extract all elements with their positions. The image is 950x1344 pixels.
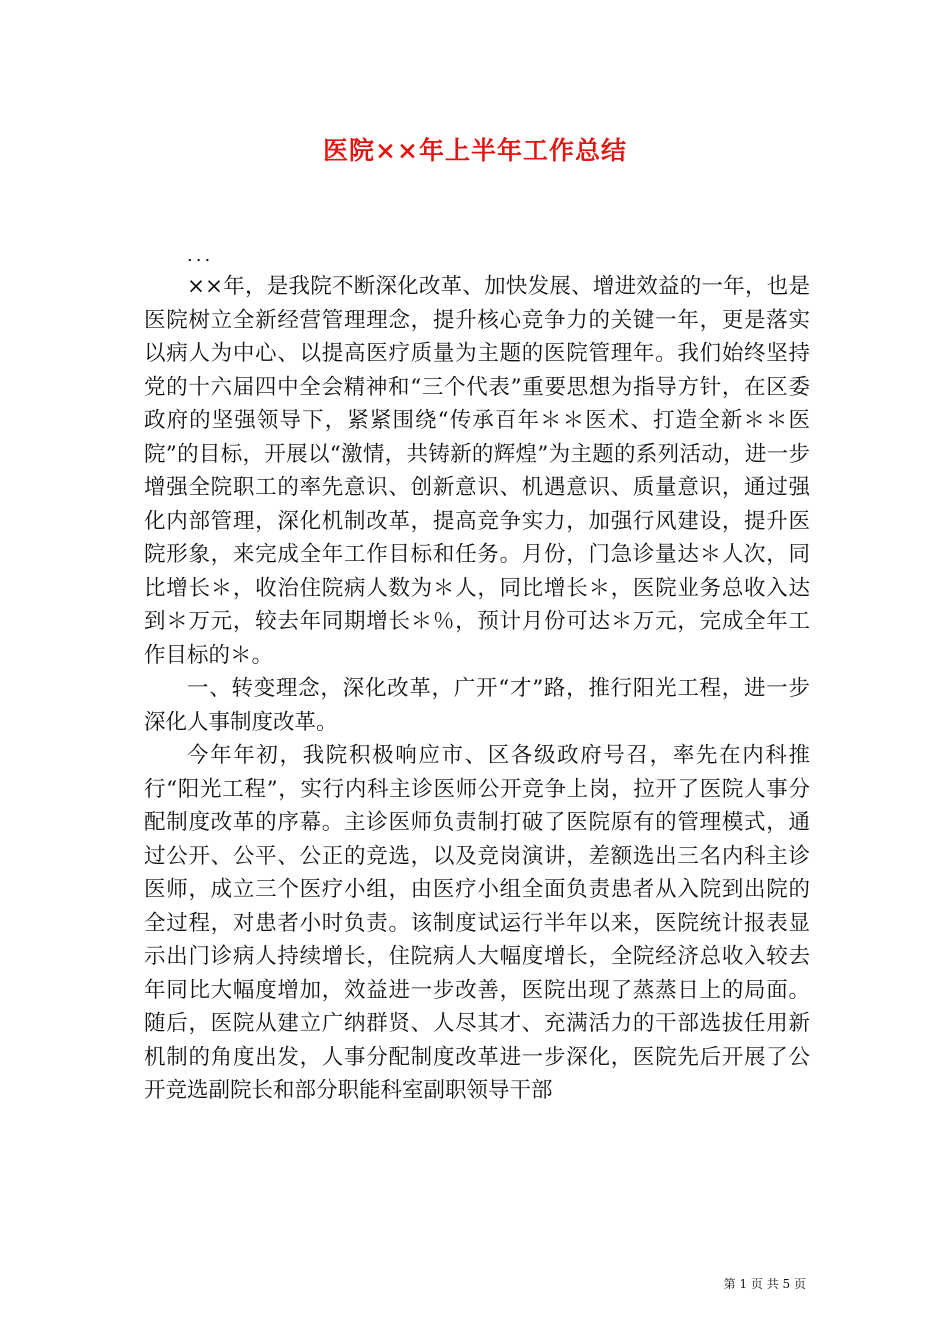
paragraph-reform: 今年年初，我院积极响应市、区各级政府号召，率先在内科推行“阳光工程”，实行内科主诊医师公开竞争上岗，拉开了医院人事分配制度改革的序幕。主诊医师负责制打破了医院原有的管理模式，通过公开、公平、公正的竞选，以及竞岗演讲，差额选出三名内科主诊医师，成立三个医疗小组，由医疗小组全面负责患者从入院到出院的全过程，对患者小时负责。该制度试运行半年以来，医院统计报表显示出门诊病人持续增长，住院病人大幅度增长，全院经济总收入较去年同比大幅度增加，效益进一步改善，医院出现了蒸蒸日上的局面。随后，医院从建立广纳群贤、人尽其才、充满活力的干部选拔任用新机制的角度出发，人事分配制度改革进一步深化，医院先后开展了公开竞选副院长和部分职能科室副职领导干部 — [144, 743, 810, 1103]
page-number: 第 1 页 共 5 页 — [723, 1277, 806, 1291]
document-body — [144, 270, 810, 1108]
document-title: 医院××年上半年工作总结 — [323, 136, 627, 165]
ellipsis-marker: ... — [187, 245, 214, 266]
paragraph-intro: ××年，是我院不断深化改革、加快发展、增进效益的一年，也是医院树立全新经营管理理念，提升核心竞争力的关键一年，更是落实以病人为中心、以提高医疗质量为主题的医院管理年。我们始终坚持党的十六届四中全会精神和“三个代表”重要思想为指导方针，在区委政府的坚强领导下，紧紧围绕“传承百年＊＊医术、打造全新＊＊医院”的目标，开展以“激情，共铸新的辉煌”为主题的系列活动，进一步增强全院职工的率先意识、创新意识、机遇意识、质量意识，通过强化内部管理，深化机制改革，提高竞争实力，加强行风建设，提升医院形象，来完成全年工作目标和任务。月份，门急诊量达＊人次，同比增长＊，收治住院病人数为＊人，同比增长＊，医院业务总收入达到＊万元，较去年同期增长＊％，预计月份可达＊万元，完成全年工作目标的＊。 — [144, 274, 810, 668]
paragraph-section-heading: 一、转变理念，深化改革，广开“才”路，推行阳光工程，进一步深化人事制度改革。 — [144, 676, 810, 735]
